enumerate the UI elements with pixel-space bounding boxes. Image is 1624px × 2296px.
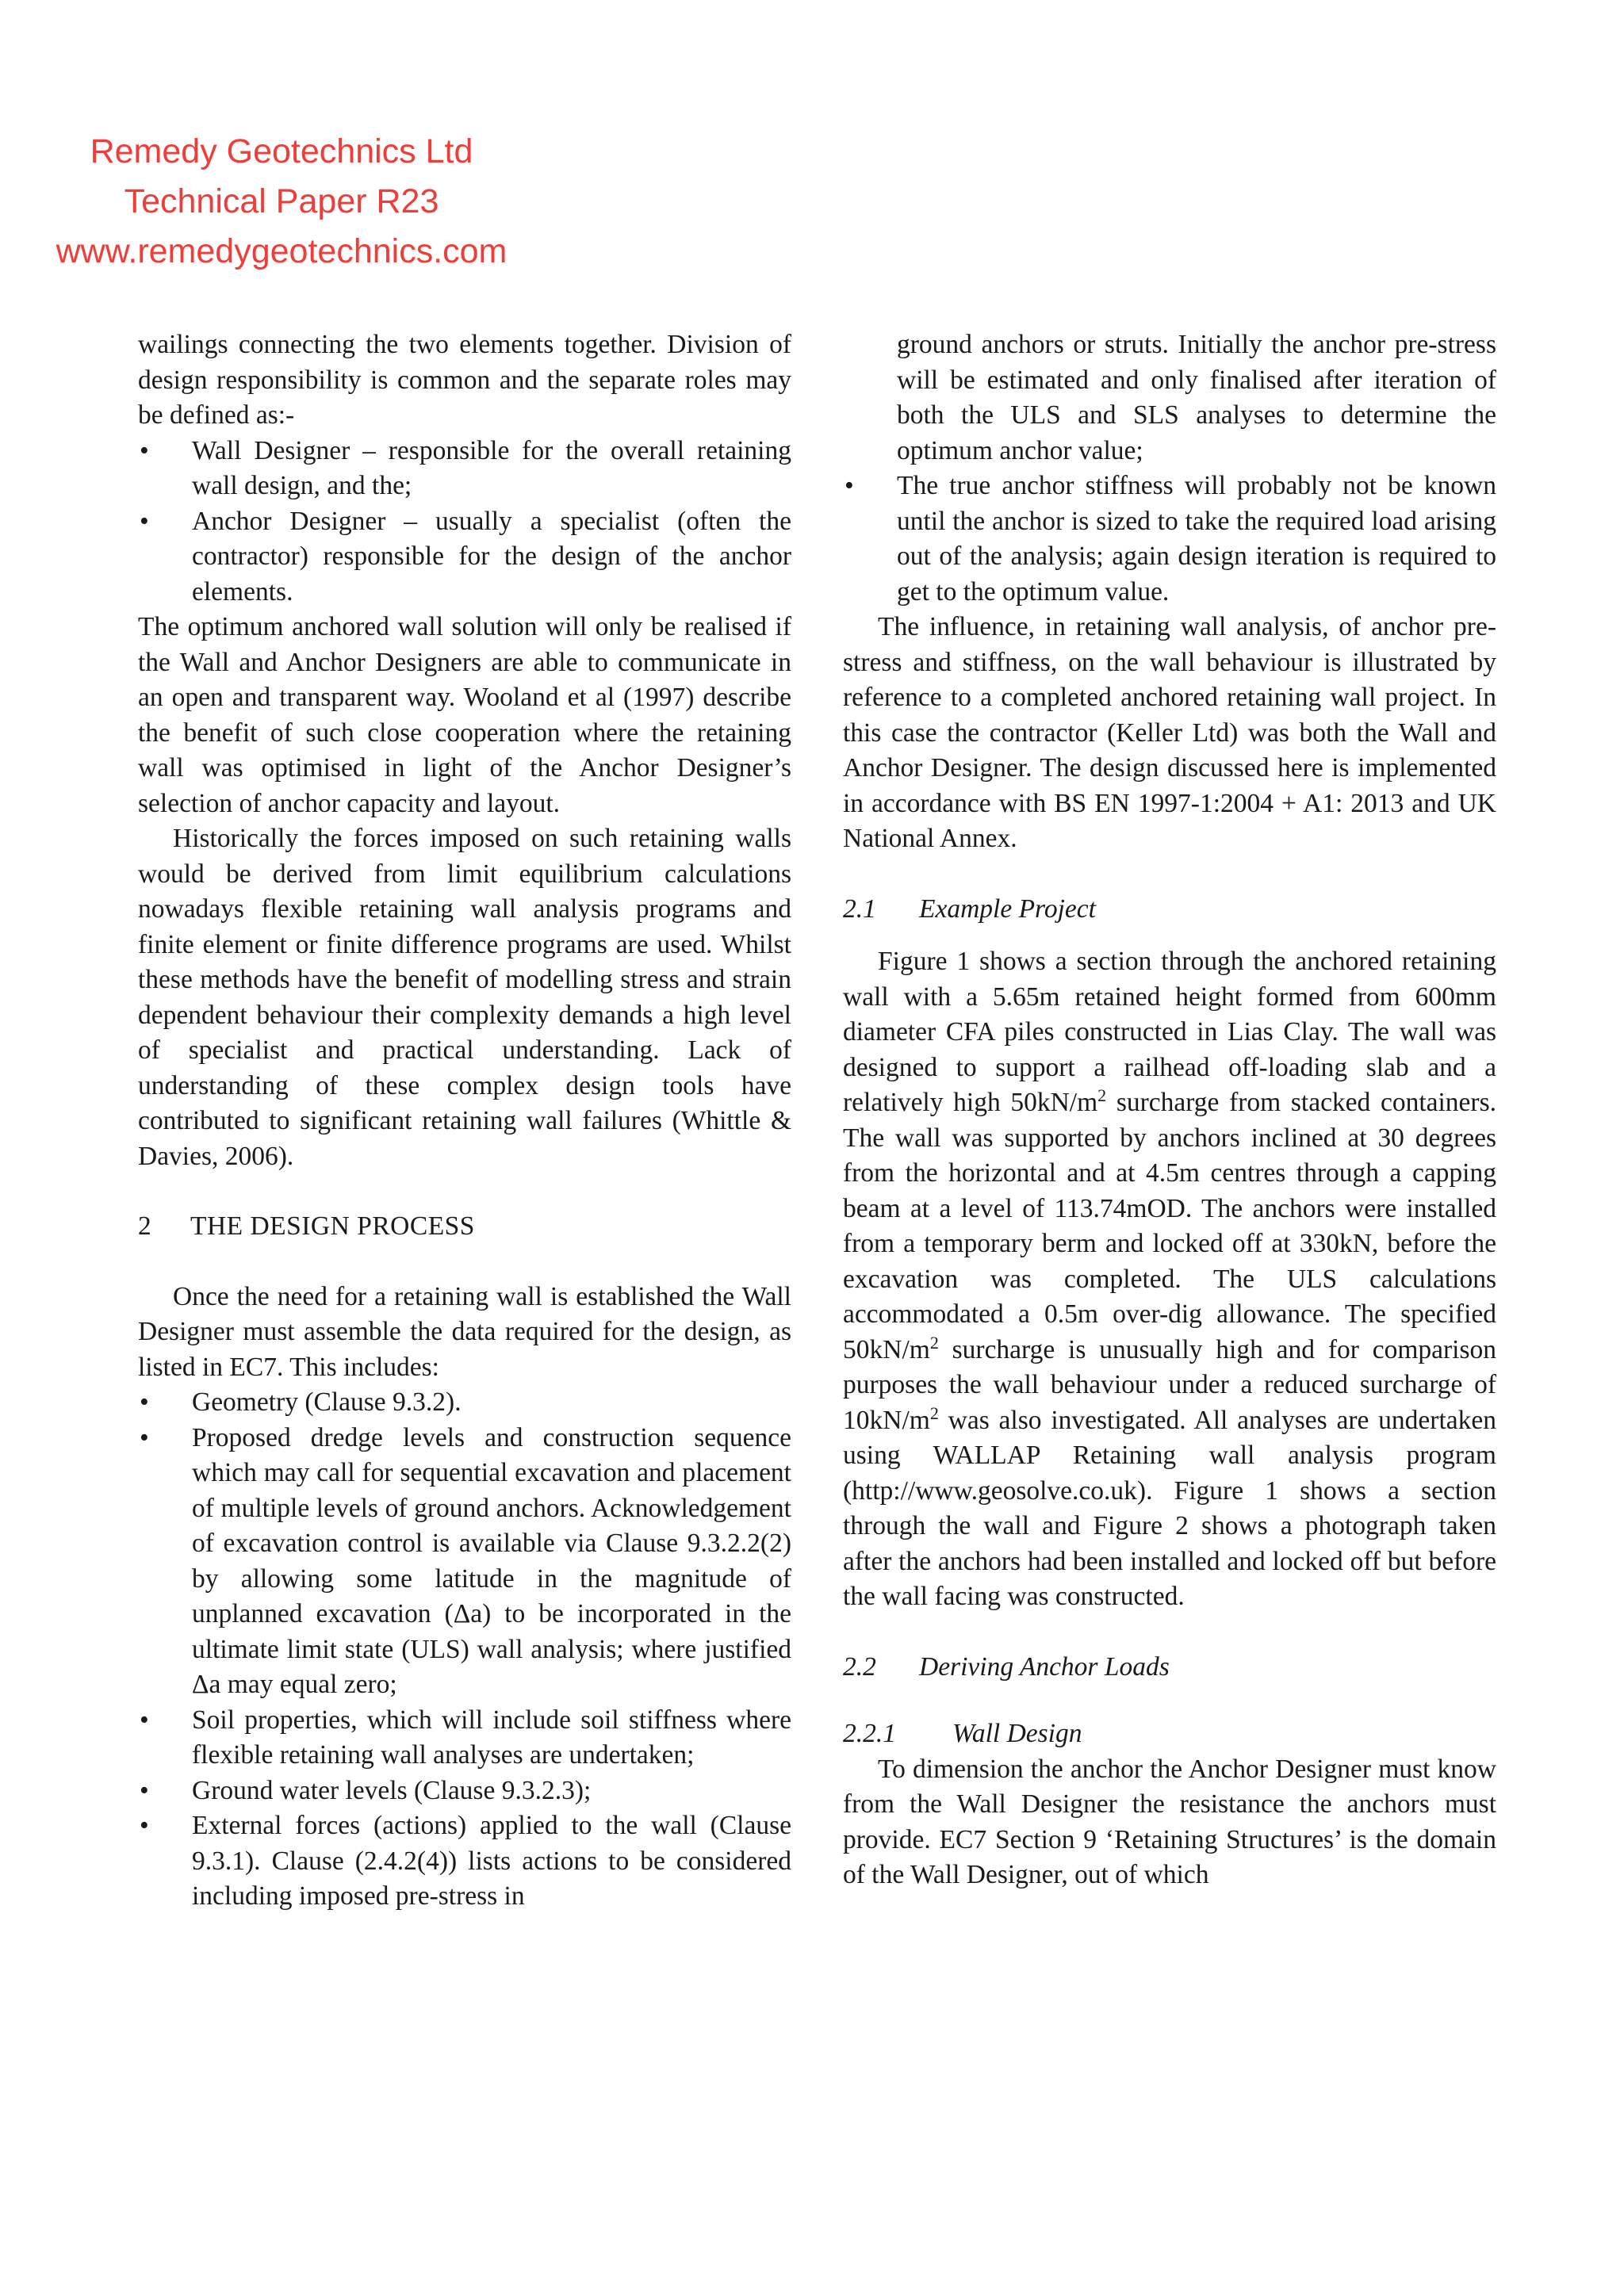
subsection-title: Example Project bbox=[919, 894, 1096, 924]
paragraph: Once the need for a retaining wall is established the Wall Designer must assemble the data required for the design, as listed in EC7. This includes: bbox=[138, 1281, 791, 1382]
right-column bbox=[843, 327, 1496, 1893]
superscript: 2 bbox=[1097, 1085, 1107, 1105]
section-number: 2 bbox=[138, 1211, 152, 1241]
text-run: surcharge is unusually high and for comparison purposes the wall behaviour under a reduced surcharge of 10kN/m bbox=[843, 1334, 1496, 1435]
list-item: • External forces (actions) applied to the wall (Clause 9.3.1). Clause (2.4.2(4)) lists actions to be considered including imposed pre-stress in bbox=[138, 1808, 791, 1915]
superscript: 2 bbox=[929, 1332, 939, 1353]
list-item: • Wall Designer – responsible for the overall retaining wall design, and the; bbox=[138, 434, 791, 504]
design-data-list bbox=[138, 1385, 791, 1915]
header-company: Remedy Geotechnics Ltd bbox=[90, 132, 473, 170]
list-item: • Geometry (Clause 9.3.2). bbox=[138, 1385, 791, 1421]
roles-list bbox=[138, 434, 791, 610]
subsection-heading bbox=[843, 892, 1496, 928]
subsubsection-number: 2.2.1 bbox=[843, 1719, 896, 1748]
list-item: • Proposed dredge levels and construction sequence which may call for sequential excavation and placement of multiple levels of ground anchors. Acknowledgement of excavation control is available via Clause 9.3.2.2(2) by allowing some latitude in the magnitude of unplanned excavation (Δa) to be incorporated in the ultimate limit state (ULS) wall analysis; where justified Δa may equal zero; bbox=[138, 1421, 791, 1703]
design-data-list-continued bbox=[843, 469, 1496, 610]
subsection-number: 2.1 bbox=[843, 894, 876, 924]
subsubsection-title: Wall Design bbox=[952, 1719, 1082, 1748]
left-column bbox=[138, 327, 791, 1915]
list-item: • Soil properties, which will include soil stiffness where flexible retaining wall analyses are undertaken; bbox=[138, 1703, 791, 1774]
header-paper-number: Technical Paper R23 bbox=[124, 182, 439, 220]
subsection-heading bbox=[843, 1650, 1496, 1686]
subsubsection-heading bbox=[843, 1716, 1496, 1752]
list-item: • Anchor Designer – usually a specialist (often the contractor) responsible for the design of the anchor elements. bbox=[138, 504, 791, 610]
header-website-link[interactable]: www.remedygeotechnics.com bbox=[56, 232, 508, 270]
page-header bbox=[24, 127, 539, 277]
list-item-continuation: ground anchors or struts. Initially the anchor pre-stress will be estimated and only finalised after iteration of both the ULS and SLS analyses to determine the optimum anchor value; bbox=[897, 330, 1496, 465]
text-run: was also investigated. All analyses are undertaken using WALLAP Retaining wall analysis program (http://www.geosolve.co.uk). Figure 1 shows a section through the wall and Figure 2 shows a photograph taken after the anchors had been installed and locked off but before the wall facing was constructed. bbox=[843, 1405, 1496, 1611]
superscript: 2 bbox=[929, 1402, 939, 1423]
text-run: Figure 1 shows a section through the anchored retaining wall with a 5.65m retained height formed from 600mm diameter CFA piles constructed in Lias Clay. The wall was designed to support a railhead off-loading slab and a relatively high 50kN/m bbox=[843, 947, 1496, 1117]
section-heading bbox=[138, 1209, 791, 1245]
paragraph: wailings connecting the two elements together. Division of design responsibility is common and the separate roles may be defined as:- bbox=[138, 330, 791, 430]
paragraph: The influence, in retaining wall analysis, of anchor pre-stress and stiffness, on the wall behaviour is illustrated by reference to a completed anchored retaining wall project. In this case the contractor (Keller Ltd) was both the Wall and Anchor Designer. The design discussed here is implemented in accordance with BS EN 1997-1:2004 + A1: 2013 and UK National Annex. bbox=[843, 612, 1496, 853]
list-item: • Ground water levels (Clause 9.3.2.3); bbox=[138, 1774, 791, 1809]
list-item: • The true anchor stiffness will probably not be known until the anchor is sized to take the required load arising out of the analysis; again design iteration is required to get to the optimum value. bbox=[843, 469, 1496, 610]
subsection-title: Deriving Anchor Loads bbox=[919, 1651, 1170, 1682]
section-title: THE DESIGN PROCESS bbox=[190, 1211, 475, 1241]
subsection-number: 2.2 bbox=[843, 1651, 876, 1682]
paragraph: The optimum anchored wall solution will only be realised if the Wall and Anchor Designers are able to communicate in an open and transparent way. Wooland et al (1997) describe the benefit of such close cooperation where the retaining wall was optimised in light of the Anchor Designer’s selection of anchor capacity and layout. bbox=[138, 612, 791, 818]
paragraph bbox=[843, 944, 1496, 1615]
text-run: surcharge from stacked containers. The wall was supported by anchors inclined at 30 degrees from the horizontal and at 4.5m centres through a capping beam at a level of 113.74mOD. The anchors were installed from a temporary berm and locked off at 330kN, before the excavation was completed. The ULS calculations accommodated a 0.5m over-dig allowance. The specified 50kN/m bbox=[843, 1088, 1496, 1364]
paragraph: To dimension the anchor the Anchor Designer must know from the Wall Designer the resistance the anchors must provide. EC7 Section 9 ‘Retaining Structures’ is the domain of the Wall Designer, out of which bbox=[843, 1754, 1496, 1889]
paragraph: Historically the forces imposed on such retaining walls would be derived from limit equilibrium calculations nowadays flexible retaining wall analysis programs and finite element or finite difference programs are used. Whilst these methods have the benefit of modelling stress and strain dependent behaviour their complexity demands a high level of specialist and practical understanding. Lack of understanding of these complex design tools have contributed to significant retaining wall failures (Whittle & Davies, 2006). bbox=[138, 824, 791, 1171]
